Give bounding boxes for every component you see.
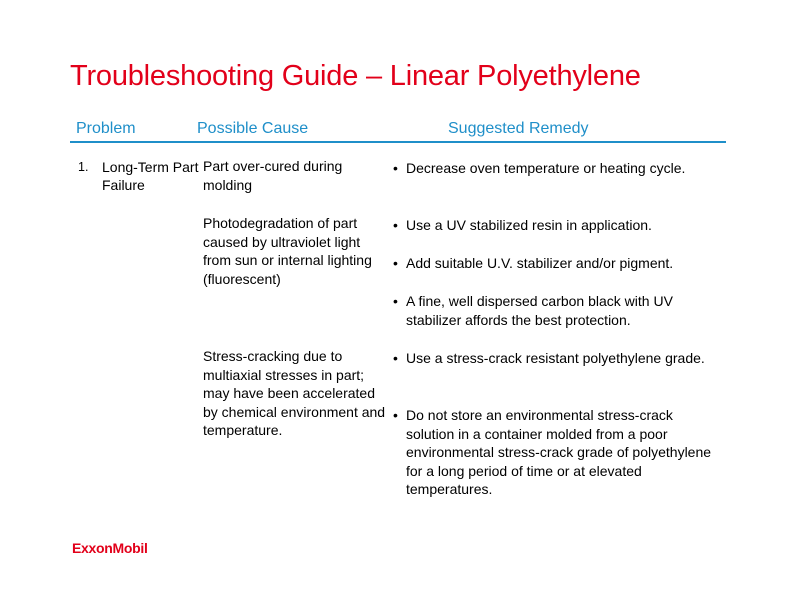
header-problem: Problem bbox=[76, 120, 136, 137]
slide-title: Troubleshooting Guide – Linear Polyethylene bbox=[70, 60, 641, 92]
remedy-text: A fine, well dispersed carbon black with UV stabilizer affords the best protection. bbox=[406, 293, 673, 328]
bullet-icon: • bbox=[393, 255, 398, 271]
remedy-text: Decrease oven temperature or heating cycle. bbox=[406, 160, 686, 176]
exxonmobil-logo: ExxonMobil bbox=[72, 540, 148, 556]
remedy-text: Add suitable U.V. stabilizer and/or pigment. bbox=[406, 255, 674, 271]
problem-text: Long-Term Part Failure bbox=[102, 159, 199, 193]
header-suggested-remedy: Suggested Remedy bbox=[448, 120, 589, 137]
cause-item: Photodegradation of part caused by ultraviolet light from sun or internal lighting (fluorescent) bbox=[203, 215, 372, 287]
remedy-text: Use a UV stabilized resin in application. bbox=[406, 217, 652, 233]
bullet-icon: • bbox=[393, 407, 398, 423]
bullet-icon: • bbox=[393, 160, 398, 176]
cause-item: Part over-cured during molding bbox=[203, 158, 343, 193]
bullet-icon: • bbox=[393, 293, 398, 309]
remedy-item bbox=[393, 159, 723, 178]
remedy-item bbox=[393, 292, 723, 329]
problem-number: 1. bbox=[78, 160, 89, 174]
remedy-item bbox=[393, 254, 723, 273]
bullet-icon: • bbox=[393, 217, 398, 233]
bullet-icon: • bbox=[393, 350, 398, 366]
cause-item: Stress-cracking due to multiaxial stresses in part; may have been accelerated by chemical environment and temperature. bbox=[203, 348, 386, 438]
remedy-item bbox=[393, 406, 723, 499]
remedy-item bbox=[393, 349, 723, 368]
header-divider bbox=[70, 141, 726, 143]
remedy-text: Do not store an environmental stress-crack solution in a container molded from a poor environmental stress-crack grade of polyethylene for a long period of time or at elevated temperatures. bbox=[406, 407, 712, 497]
header-possible-cause: Possible Cause bbox=[197, 120, 309, 137]
remedy-text: Use a stress-crack resistant polyethylene grade. bbox=[406, 350, 705, 366]
remedy-item bbox=[393, 216, 723, 235]
